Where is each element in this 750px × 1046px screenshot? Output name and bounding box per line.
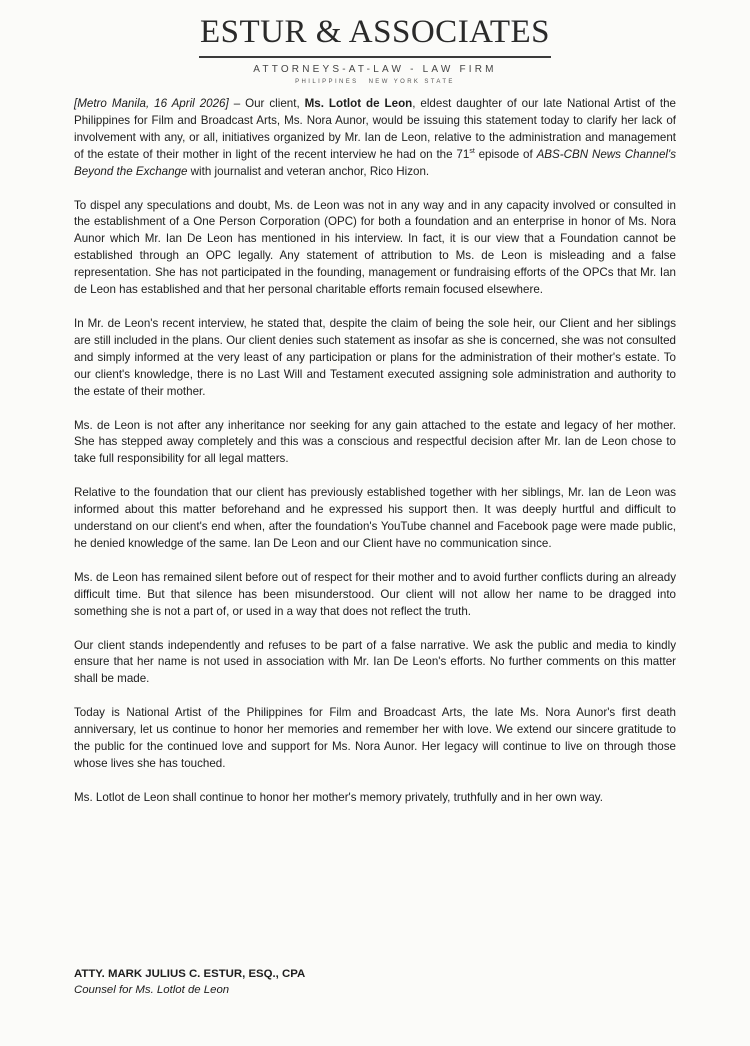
paragraph-8: Today is National Artist of the Philippines for Film and Broadcast Arts, the late Ms. Nora Aunor's first death anniversary, let us continue to honor her memories and remember her with love. We extend our sincere gratitude to the public for the continued love and support for Ms. Nora Aunor. Her legacy will continue to live on through those whose lives she has touched. bbox=[74, 706, 676, 770]
signatory-name: ATTY. MARK JULIUS C. ESTUR, ESQ., CPA bbox=[74, 968, 306, 980]
paragraph-6: Ms. de Leon has remained silent before out of respect for their mother and to avoid further conflicts during an already difficult time. But that silence has been misunderstood. Our client will not allow her name to be dragged into something she is not a part of, or used in a way that does not reflect the truth. bbox=[74, 570, 676, 618]
client-name: Ms. Lotlot de Leon bbox=[304, 97, 413, 110]
paragraph-3: In Mr. de Leon's recent interview, he stated that, despite the claim of being the sole heir, our Client and her siblings are still included in the plans. Our client denies such statement as insofar as she is concerned, she was not consulted and simply informed at the very least of any participation or plans for the administration of their mother's estate. To our client's knowledge, there is no Last Will and Testament executed assigning sole administration and authority to the estate of their mother. bbox=[74, 316, 676, 398]
firm-name: ESTUR & ASSOCIATES bbox=[199, 14, 551, 50]
statement-body bbox=[74, 96, 676, 824]
firm-locations bbox=[0, 78, 750, 86]
paragraph-2: To dispel any speculations and doubt, Ms. de Leon was not in any way and in any capacity involved or consulted in the establishment of a One Person Corporation (OPC) for both a foundation and an enterprise in honor of Ms. Nora Aunor which Mr. Ian De Leon has mentioned in his interview. In fact, it is our view that a Foundation cannot be established through an OPC legally. Any statement of attribution to Ms. de Leon is misleading and a false representation. She has not participated in the founding, management or fundraising efforts of the OPCs that Mr. Ian de Leon has established and that her personal charitable efforts remain focused elsewhere. bbox=[74, 198, 676, 297]
dateline: [Metro Manila, 16 April 2026] bbox=[74, 97, 229, 110]
signature-block bbox=[74, 966, 676, 998]
letterhead-divider bbox=[199, 56, 551, 58]
paragraph-4: Ms. de Leon is not after any inheritance nor seeking for any gain attached to the estate and legacy of her mother. She has stepped away completely and this was a conscious and respectful decision after Mr. Ian de Leon chose to take full responsibility for all legal matters. bbox=[74, 418, 676, 466]
letterhead bbox=[0, 14, 750, 86]
paragraph-intro: [Metro Manila, 16 April 2026] – Our client, Ms. Lotlot de Leon, eldest daughter of our late National Artist of the Philippines for Film and Broadcast Arts, Ms. Nora Aunor, would be issuing this statement today to clarify her lack of involvement with any, or all, initiatives organized by Mr. Ian de Leon, relative to the administration and management of the estate of their mother in light of the recent interview he had on the 71st episode of ABS-CBN News Channel's Beyond the Exchange with journalist and veteran anchor, Rico Hizon. bbox=[74, 97, 676, 178]
signatory-title: Counsel for Ms. Lotlot de Leon bbox=[74, 984, 230, 996]
paragraph-5: Relative to the foundation that our client has previously established together with her siblings, Mr. Ian de Leon was informed about this matter beforehand and he expressed his support then. It was deeply hurtful and difficult to understand on our client's end when, after the foundation's YouTube channel and Facebook page were made public, he denied knowledge of the same. Ian De Leon and our Client have no communication since. bbox=[74, 486, 676, 550]
firm-subtitle: ATTORNEYS-AT-LAW - LAW FIRM bbox=[253, 64, 497, 75]
location-new-york: NEW YORK STATE bbox=[368, 79, 455, 85]
location-philippines: PHILIPPINES bbox=[295, 79, 359, 85]
paragraph-9: Ms. Lotlot de Leon shall continue to honor her mother's memory privately, truthfully and in her own way. bbox=[74, 790, 603, 804]
paragraph-7: Our client stands independently and refuses to be part of a false narrative. We ask the public and media to kindly ensure that her name is not used in association with Mr. Ian De Leon's efforts. No further comments on this matter shall be made. bbox=[74, 638, 676, 686]
show-name: ABS-CBN News Channel's Beyond the Exchange bbox=[74, 147, 676, 178]
